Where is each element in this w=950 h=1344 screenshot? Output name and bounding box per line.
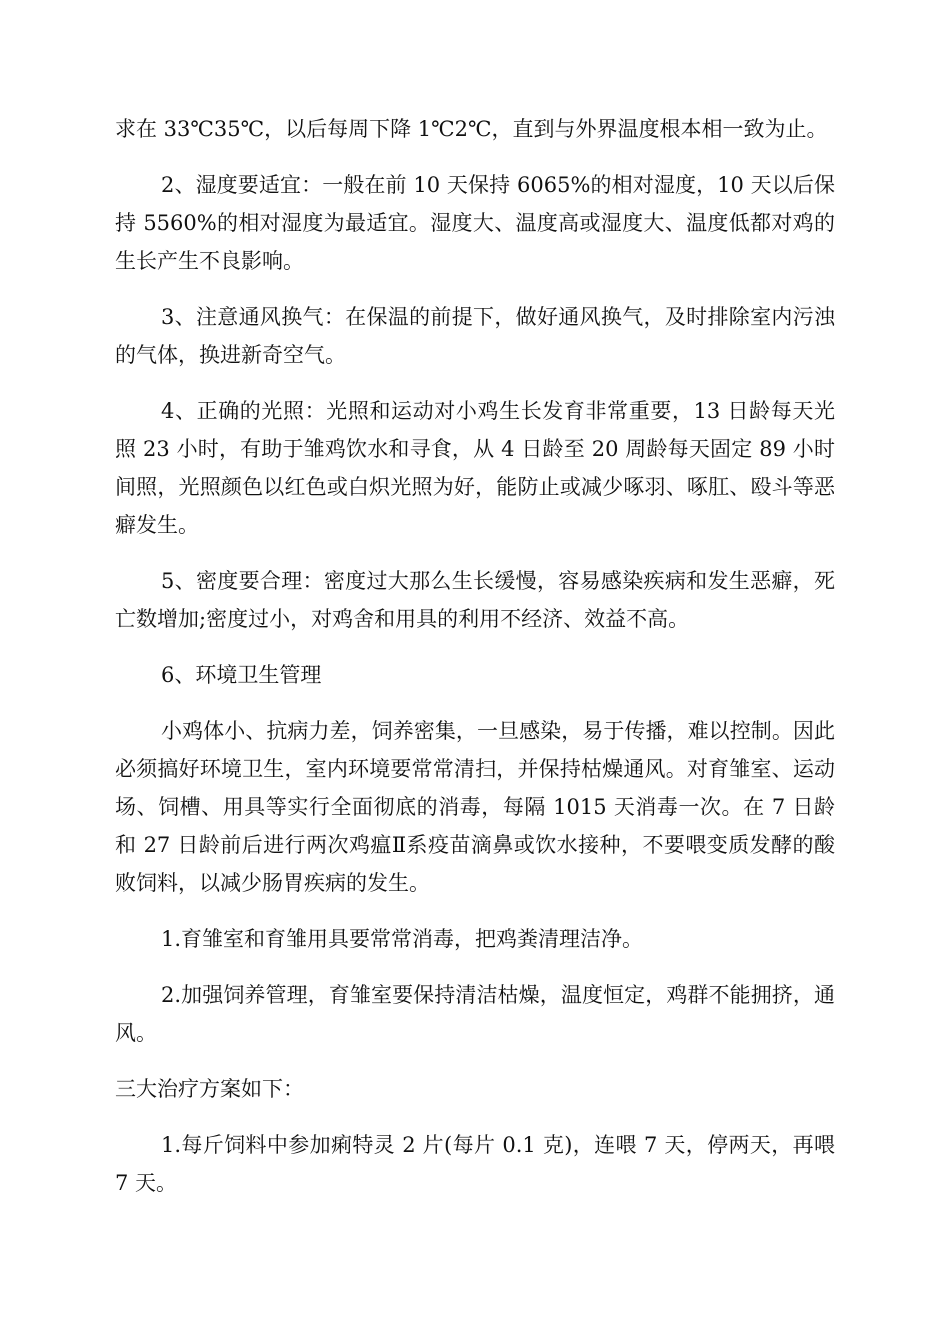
paragraph-density: 5、密度要合理：密度过大那么生长缓慢，容易感染疾病和发生恶癖，死亡数增加;密度过小，对鸡舍和用具的利用不经济、效益不高。: [115, 569, 835, 631]
paragraph-treatment-1: 1.每斤饲料中参加痢特灵 2 片(每片 0.1 克)，连喂 7 天，停两天，再喂 7 天。: [115, 1133, 835, 1195]
paragraph-list-item-2: 2.加强饲养管理，育雏室要保持清洁枯燥，温度恒定，鸡群不能拥挤，通风。: [115, 983, 835, 1045]
paragraph-ventilation: 3、注意通风换气：在保温的前提下，做好通风换气，及时排除室内污浊的气体，换进新奇空气。: [115, 305, 835, 367]
paragraph-humidity: 2、湿度要适宜：一般在前 10 天保持 6065%的相对湿度，10 天以后保持 5560%的相对湿度为最适宜。湿度大、温度高或湿度大、温度低都对鸡的生长产生不良影响。: [115, 173, 835, 273]
paragraph-hygiene-heading: 6、环境卫生管理: [161, 663, 322, 687]
paragraph-lighting: 4、正确的光照：光照和运动对小鸡生长发育非常重要，13 日龄每天光照 23 小时，有助于雏鸡饮水和寻食，从 4 日龄至 20 周龄每天固定 89 小时间照，光照颜色以红色或白炽光照为好，能防止或减少啄羽、啄肛、殴斗等恶癖发生。: [115, 399, 835, 537]
document-body: [115, 110, 835, 1220]
paragraph-treatment-heading: 三大治疗方案如下：: [115, 1077, 304, 1101]
paragraph-temperature-continued: 求在 33℃35℃，以后每周下降 1℃2℃，直到与外界温度根本相一致为止。: [115, 117, 828, 141]
paragraph-hygiene-body: 小鸡体小、抗病力差，饲养密集，一旦感染，易于传播，难以控制。因此必须搞好环境卫生，室内环境要常常清扫，并保持枯燥通风。对育雏室、运动场、饲槽、用具等实行全面彻底的消毒，每隔 1015 天消毒一次。在 7 日龄和 27 日龄前后进行两次鸡瘟Ⅱ系疫苗滴鼻或饮水接种，不要喂变质发酵的酸败饲料，以减少肠胃疾病的发生。: [115, 719, 835, 895]
paragraph-list-item-1: 1.育雏室和育雏用具要常常消毒，把鸡粪清理洁净。: [161, 927, 644, 951]
